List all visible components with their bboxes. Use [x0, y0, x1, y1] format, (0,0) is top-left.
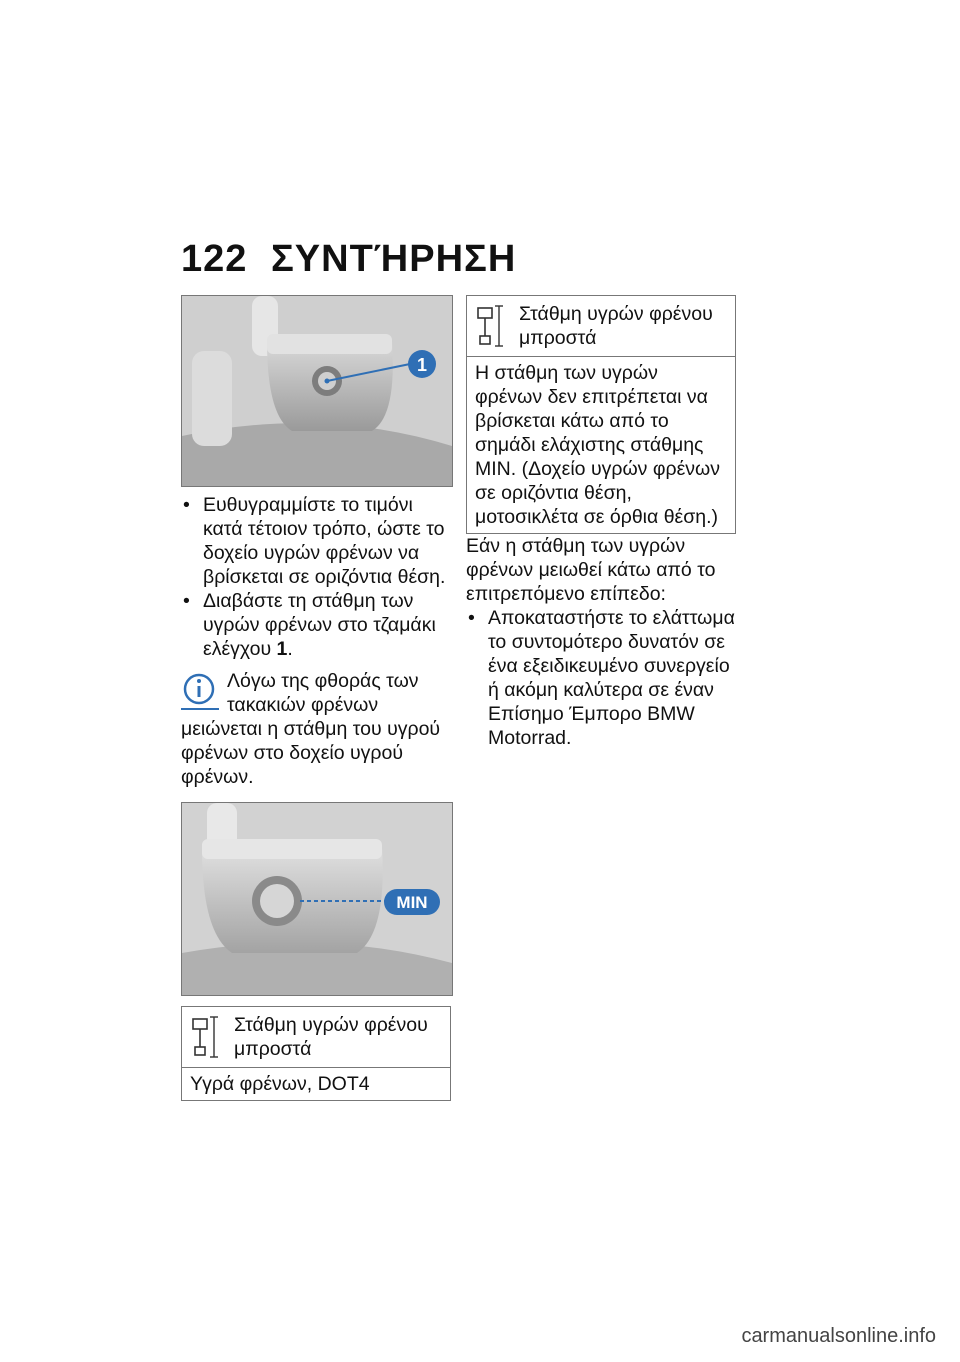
- callout-ref: 1: [276, 638, 288, 660]
- info-icon: [181, 671, 219, 711]
- reservoir-illustration-1: [182, 296, 452, 486]
- spec-header: [182, 1007, 450, 1068]
- footer-watermark: carmanualsonline.info: [741, 1325, 936, 1347]
- min-callout: MIN: [396, 893, 428, 912]
- right-column: [466, 295, 736, 750]
- spec-value: Η στάθμη των υγρών φρένων δεν επιτρέπεται να βρίσκεται κάτω από το σημάδι ελάχιστης στάθμης MIN. (Δοχείο υγρών φρένων σε οριζόντια θέση, μοτοσικλέτα σε όρθια θέση.): [475, 362, 720, 528]
- callout-1: 1: [416, 355, 427, 375]
- page-header: [181, 238, 516, 281]
- punctuation: .: [287, 638, 293, 660]
- bullet-text: Διαβάστε τη στάθμη των υγρών φρένων στο τζαμάκι ελέγχου: [203, 590, 436, 660]
- intro-paragraph: Εάν η στάθμη των υγρών φρένων μειωθεί κάτω από το επιτρεπόμενο επίπεδο:: [466, 535, 716, 605]
- reservoir-photo-1: [181, 295, 453, 487]
- list-item: • Αποκαταστήστε το ελάττωμα το συντομότερο δυνατόν σε ένα εξειδικευμένο συνεργείο ή ακόμη καλύτερα σε έναν Επίσημο Έμπορο BMW Motorrad.: [466, 606, 736, 750]
- spec-title: Στάθμη υγρών φρένου μπροστά: [519, 303, 713, 349]
- left-bullet-list: [181, 493, 451, 661]
- spec-header: [467, 296, 735, 357]
- note-text: Λόγω της φθοράς των τακακιών φρένων μειώνεται η στάθμη του υγρού φρένων στο δοχείο υγρού φρένων.: [181, 670, 441, 788]
- right-bullet-list: [466, 606, 736, 750]
- left-column: [181, 295, 451, 1101]
- spec-title: Στάθμη υγρών φρένου μπροστά: [234, 1014, 428, 1060]
- list-item: [181, 589, 451, 661]
- info-note: [181, 669, 451, 789]
- fluid-level-icon: [475, 302, 505, 350]
- spec-box-left: [181, 1006, 451, 1101]
- page-number: 122: [181, 238, 248, 280]
- spec-value: Υγρά φρένων, DOT4: [190, 1073, 370, 1095]
- fluid-level-icon: [190, 1013, 220, 1061]
- reservoir-photo-2: [181, 802, 453, 996]
- section-title: ΣΥΝΤΉΡΗΣΗ: [271, 238, 517, 280]
- list-item: • Ευθυγραμμίστε το τιμόνι κατά τέτοιον τρόπο, ώστε το δοχείο υγρών φρένων να βρίσκεται σε οριζόντια θέση.: [181, 493, 451, 589]
- spec-box-right: [466, 295, 736, 534]
